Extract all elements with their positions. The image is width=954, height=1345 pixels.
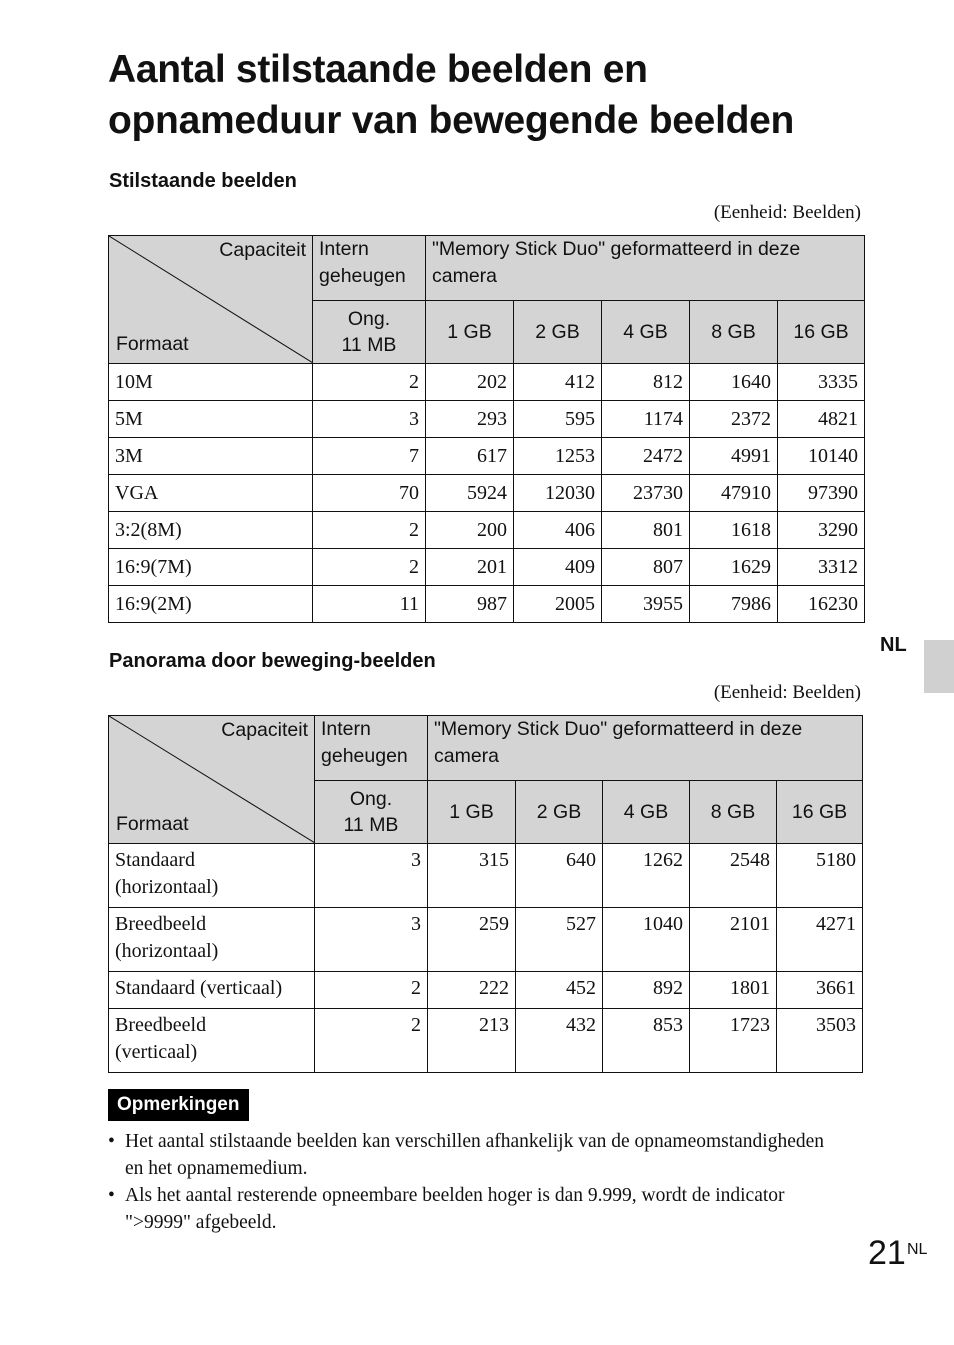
- side-tab: [924, 640, 954, 693]
- size-header: 1 GB: [426, 300, 514, 364]
- table-cell: 2: [315, 972, 428, 1009]
- row-label: [109, 844, 315, 908]
- table-cell: 201: [426, 549, 514, 586]
- still-images-table: [108, 235, 865, 623]
- internal-memory-header: Intern geheugen: [313, 236, 426, 301]
- table-cell: 1040: [603, 908, 690, 972]
- table-cell: 3: [315, 844, 428, 908]
- panorama-unit-note: (Eenheid: Beelden): [713, 682, 861, 703]
- row-label-text: Standaard (horizontaal): [115, 849, 219, 898]
- table-cell: 452: [516, 972, 603, 1009]
- page-title-line-2: opnameduur van bewegende beelden: [108, 99, 795, 142]
- table-cell: 3335: [778, 364, 865, 401]
- page-title: [108, 44, 908, 146]
- note-text: Als het aantal resterende opneembare beelden hoger is dan 9.999, wordt de indicator ">9999" afgebeeld.: [125, 1185, 785, 1233]
- internal-size-text: Ong. 11 MB: [343, 787, 399, 836]
- row-label: 10M: [109, 364, 313, 401]
- table-cell: 2: [315, 1009, 428, 1073]
- size-header: 4 GB: [602, 300, 690, 364]
- panorama-corner-header: [109, 716, 315, 844]
- table-row: [109, 401, 865, 438]
- still-images-heading: Stilstaande beelden: [109, 170, 297, 192]
- table-cell: 200: [426, 512, 514, 549]
- table-row: [109, 586, 865, 623]
- table-cell: 617: [426, 438, 514, 475]
- table-cell: 987: [426, 586, 514, 623]
- row-label-text: Breedbeeld (horizontaal): [115, 913, 219, 962]
- table-cell: 1723: [690, 1009, 777, 1073]
- table-cell: 412: [514, 364, 602, 401]
- row-label: [109, 908, 315, 972]
- table-cell: 1629: [690, 549, 778, 586]
- table-cell: 3661: [777, 972, 863, 1009]
- table-cell: 595: [514, 401, 602, 438]
- table-cell: 2005: [514, 586, 602, 623]
- table-cell: 1618: [690, 512, 778, 549]
- table-cell: 2372: [690, 401, 778, 438]
- row-label: 5M: [109, 401, 313, 438]
- size-header: 2 GB: [516, 780, 603, 844]
- table-cell: 1801: [690, 972, 777, 1009]
- table-cell: 5180: [777, 844, 863, 908]
- page-number: 21: [868, 1234, 906, 1272]
- capacity-label: Capaciteit: [219, 239, 306, 261]
- table-cell: 2548: [690, 844, 777, 908]
- list-item: [108, 1128, 828, 1182]
- table-cell: 409: [514, 549, 602, 586]
- row-label-text: Breedbeeld (verticaal): [115, 1014, 207, 1063]
- table-cell: 432: [516, 1009, 603, 1073]
- size-header: 8 GB: [690, 780, 777, 844]
- table-cell: 7986: [690, 586, 778, 623]
- table-cell: 3503: [777, 1009, 863, 1073]
- table-cell: 3290: [778, 512, 865, 549]
- panorama-heading: Panorama door beweging-beelden: [109, 650, 436, 672]
- table-cell: 23730: [602, 475, 690, 512]
- table-cell: 812: [602, 364, 690, 401]
- row-label: Standaard (verticaal): [109, 972, 315, 1009]
- table-cell: 807: [602, 549, 690, 586]
- table-cell: 2: [313, 512, 426, 549]
- table-cell: 97390: [778, 475, 865, 512]
- table-cell: 5924: [426, 475, 514, 512]
- table-cell: 3: [315, 908, 428, 972]
- still-images-corner-header: [109, 236, 313, 364]
- table-cell: 70: [313, 475, 426, 512]
- table-cell: 4271: [777, 908, 863, 972]
- row-label: [109, 1009, 315, 1073]
- table-cell: 4821: [778, 401, 865, 438]
- size-header: 4 GB: [603, 780, 690, 844]
- table-cell: 3955: [602, 586, 690, 623]
- notes-heading-badge: Opmerkingen: [108, 1089, 249, 1121]
- table-cell: 640: [516, 844, 603, 908]
- table-cell: 222: [428, 972, 516, 1009]
- table-cell: 2472: [602, 438, 690, 475]
- table-cell: 47910: [690, 475, 778, 512]
- table-cell: 853: [603, 1009, 690, 1073]
- table-cell: 2101: [690, 908, 777, 972]
- row-label: 3M: [109, 438, 313, 475]
- table-row: [109, 549, 865, 586]
- table-row: [109, 475, 865, 512]
- table-cell: 3312: [778, 549, 865, 586]
- notes-list: [108, 1128, 828, 1236]
- table-row: [109, 972, 863, 1009]
- page-number-suffix: NL: [907, 1241, 928, 1258]
- table-cell: 10140: [778, 438, 865, 475]
- table-row: [109, 844, 863, 908]
- note-text: Het aantal stilstaande beelden kan verschillen afhankelijk van de opnameomstandigheden en het opnamemedium.: [125, 1131, 825, 1179]
- memory-stick-header: "Memory Stick Duo" geformatteerd in deze camera: [428, 716, 863, 781]
- table-cell: 2: [313, 364, 426, 401]
- table-cell: 1262: [603, 844, 690, 908]
- table-cell: 1640: [690, 364, 778, 401]
- still-images-unit-note: (Eenheid: Beelden): [713, 202, 861, 223]
- list-item: [108, 1182, 828, 1236]
- table-cell: 7: [313, 438, 426, 475]
- table-cell: 892: [603, 972, 690, 1009]
- internal-memory-header: Intern geheugen: [315, 716, 428, 781]
- table-cell: 202: [426, 364, 514, 401]
- table-cell: 406: [514, 512, 602, 549]
- table-row: [109, 1009, 863, 1073]
- bullet-icon: •: [108, 1131, 115, 1152]
- table-cell: 4991: [690, 438, 778, 475]
- table-cell: 2: [313, 549, 426, 586]
- format-label: Formaat: [116, 813, 189, 835]
- internal-size-header: [315, 780, 428, 844]
- table-cell: 213: [428, 1009, 516, 1073]
- row-label: 3:2(8M): [109, 512, 313, 549]
- internal-size-text: Ong. 11 MB: [341, 307, 397, 356]
- table-cell: 3: [313, 401, 426, 438]
- table-cell: 12030: [514, 475, 602, 512]
- table-cell: 315: [428, 844, 516, 908]
- format-label: Formaat: [116, 333, 189, 355]
- table-row: [109, 908, 863, 972]
- language-label: NL: [880, 634, 907, 656]
- table-row: [109, 512, 865, 549]
- row-label: VGA: [109, 475, 313, 512]
- table-cell: 293: [426, 401, 514, 438]
- page-title-line-1: Aantal stilstaande beelden en: [108, 48, 648, 91]
- table-cell: 259: [428, 908, 516, 972]
- table-cell: 527: [516, 908, 603, 972]
- table-row: [109, 364, 865, 401]
- table-cell: 1253: [514, 438, 602, 475]
- bullet-icon: •: [108, 1185, 115, 1206]
- size-header: 2 GB: [514, 300, 602, 364]
- row-label: 16:9(7M): [109, 549, 313, 586]
- capacity-label: Capaciteit: [221, 719, 308, 741]
- panorama-table: [108, 715, 863, 1073]
- size-header: 1 GB: [428, 780, 516, 844]
- table-cell: 801: [602, 512, 690, 549]
- row-label: 16:9(2M): [109, 586, 313, 623]
- size-header: 16 GB: [777, 780, 863, 844]
- memory-stick-header: "Memory Stick Duo" geformatteerd in deze camera: [426, 236, 865, 301]
- table-cell: 16230: [778, 586, 865, 623]
- internal-size-header: [313, 300, 426, 364]
- size-header: 16 GB: [778, 300, 865, 364]
- table-cell: 1174: [602, 401, 690, 438]
- size-header: 8 GB: [690, 300, 778, 364]
- table-row: [109, 438, 865, 475]
- table-cell: 11: [313, 586, 426, 623]
